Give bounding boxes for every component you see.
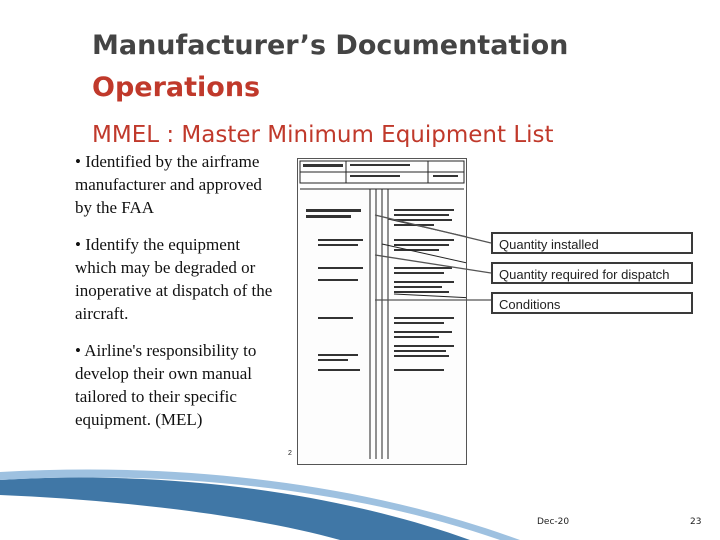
page-title: Manufacturer’s Documentation <box>92 30 569 61</box>
callout-quantity-dispatch: Quantity required for dispatch <box>491 262 693 284</box>
callout-conditions: Conditions <box>491 292 693 314</box>
connector-line <box>375 215 491 243</box>
footer-date: Dec-20 <box>537 517 570 527</box>
callout-quantity-installed: Quantity installed <box>491 232 693 254</box>
bullet-item: • Identify the equipment which may be degraded or inoperative at dispatch of the aircraft. <box>75 235 273 323</box>
bullet-item: • Identified by the airframe manufacturer and approved by the FAA <box>75 152 262 217</box>
page-title-operations: Operations <box>92 72 261 103</box>
document-page-number: 2 <box>288 450 292 457</box>
bullet-item: • Airline's responsibility to develop their own manual tailored to their specific equipment. (MEL) <box>75 341 257 429</box>
footer-page-number: 23 <box>690 517 702 527</box>
page-subtitle: MMEL : Master Minimum Equipment List <box>92 122 554 148</box>
connector-line <box>375 255 491 273</box>
